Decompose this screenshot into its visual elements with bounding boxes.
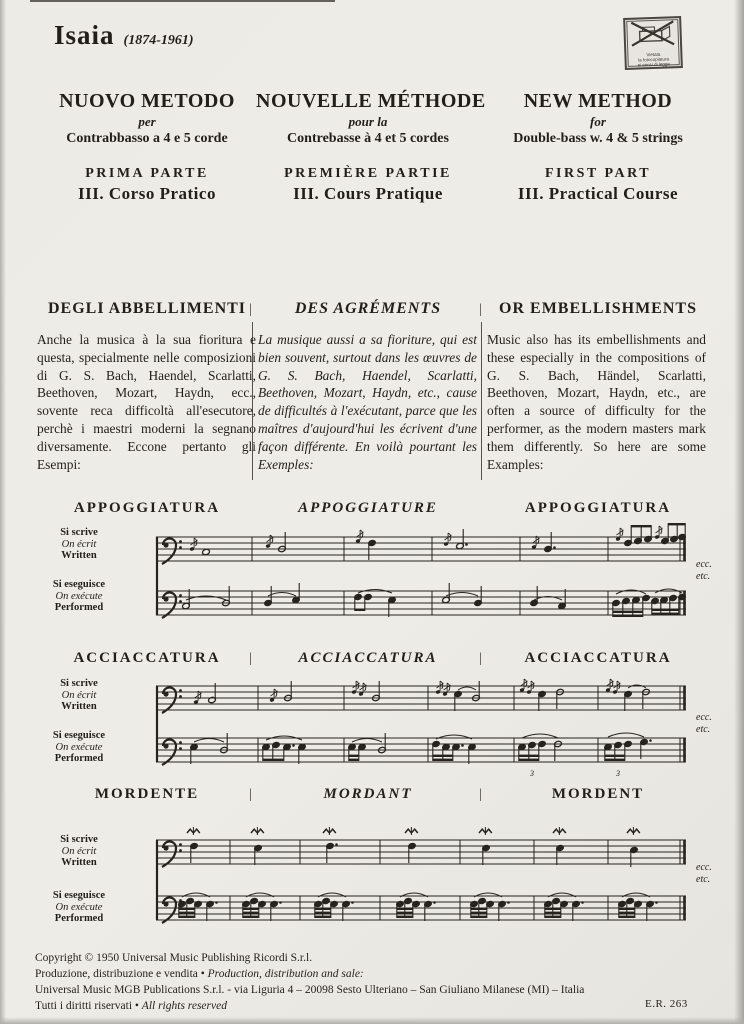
example3-title-en: MORDENT [551, 786, 645, 802]
method-title-fr: NOUVELLE MÉTHODE [256, 90, 486, 112]
example2-title-fr: ACCIACCATURA [298, 650, 438, 666]
etc-marker [696, 559, 712, 583]
staff-notation-mordente [130, 816, 690, 948]
no-photocopy-stamp-inner [626, 19, 680, 67]
example3-title-it: MORDENTE [94, 786, 200, 802]
method-course-en: III. Practical Course [517, 184, 679, 203]
stamp-text-line1: Vietata [646, 51, 661, 58]
section-title-en: OR EMBELLISHMENTS [499, 300, 697, 317]
stamp-text-line2: la fotocopiatura [638, 56, 670, 63]
method-title-en: NEW METHOD [523, 90, 673, 112]
scan-edge-bottom [0, 1017, 744, 1024]
music-system-mordente [30, 816, 722, 948]
method-part-it: PRIMA PARTE [85, 166, 209, 181]
performed-label [30, 730, 128, 765]
written-label-fr: On écrit [61, 689, 97, 701]
method-instrument-it: Contrabbasso a 4 e 5 corde [66, 131, 228, 146]
written-label-en: Written [61, 701, 97, 712]
performed-label-fr: On exécute [55, 590, 103, 602]
composer-title [54, 20, 194, 51]
column-rule [481, 322, 482, 480]
column-separator: | [249, 302, 252, 317]
method-course-fr: III. Cours Pratique [293, 184, 443, 203]
example2-title-en: ACCIACCATURA [524, 650, 672, 666]
etc-it: ecc. [696, 559, 712, 570]
section-title-fr: DES AGRÉMENTS [294, 300, 442, 317]
etc-it: ecc. [696, 862, 712, 873]
svg-text:3: 3 [616, 769, 620, 778]
written-label [30, 527, 128, 562]
method-subtitle-it: per [138, 114, 156, 129]
method-instrument-en: Double-bass w. 4 & 5 strings [513, 131, 683, 146]
plate-number: E.R. 263 [645, 998, 688, 1010]
performed-label-fr: On exécute [55, 901, 103, 913]
column-separator: | [249, 787, 252, 802]
no-photocopy-stamp [623, 16, 683, 70]
composer-name: Isaia [54, 20, 115, 50]
performed-label-en: Performed [54, 753, 104, 764]
written-label-en: Written [61, 857, 97, 868]
rights-line [35, 1000, 227, 1012]
example2-title-it: ACCIACCATURA [73, 650, 221, 666]
written-label-en: Written [61, 550, 97, 561]
staff-notation-appoggiatura [130, 521, 690, 643]
column-separator: | [479, 651, 482, 666]
staff-notation-acciaccatura [130, 676, 690, 782]
method-subtitle-en: for [590, 114, 606, 129]
method-course-it: III. Corso Pratico [78, 184, 216, 203]
written-label [30, 834, 128, 869]
method-part-fr: PREMIÈRE PARTIE [284, 166, 452, 181]
crossed-photocopier-icon [627, 20, 678, 48]
method-title-it: NUOVO METODO [59, 90, 235, 112]
copyright-line: Copyright © 1950 Universal Music Publishing Ricordi S.r.l. [35, 952, 313, 964]
etc-en: etc. [696, 724, 711, 735]
example1-title-fr: APPOGGIATURE [298, 500, 438, 516]
production-line [35, 968, 364, 980]
method-header-french [256, 90, 486, 204]
etc-marker [696, 862, 712, 886]
written-label-fr: On écrit [61, 845, 97, 857]
svg-text:3: 3 [530, 769, 534, 778]
etc-en: etc. [696, 874, 711, 885]
written-label [30, 678, 128, 713]
section-title-it: DEGLI ABBELLIMENTI [47, 300, 247, 317]
etc-marker [696, 712, 712, 736]
production-line-roman: Produzione, distribuzione e vendita • [35, 968, 208, 980]
scan-edge-right [734, 0, 744, 1024]
rights-line-roman: Tutti i diritti riservati • [35, 1000, 142, 1012]
written-label-it: Si scrive [60, 834, 98, 845]
method-header-english [486, 90, 710, 204]
example1-title-it: APPOGGIATURA [73, 500, 221, 516]
performed-label-it: Si eseguisce [52, 579, 106, 590]
etc-en: etc. [696, 571, 711, 582]
method-instrument-fr: Contrebasse à 4 et 5 cordes [287, 131, 449, 146]
composer-dates: (1874-1961) [123, 33, 194, 48]
written-label-it: Si scrive [60, 527, 98, 538]
music-system-appoggiatura [30, 521, 722, 643]
performed-label [30, 579, 128, 614]
column-separator: | [249, 651, 252, 666]
method-subtitle-fr: pour la [348, 114, 388, 129]
paragraph-english: Music also has its embellishments and these especially in the compositions of G. S. Bach, Händel, Scarlatti, Beethoven, Mozart, Haydn, etc., are often a source of difficulty for the performer, as the modern masters mark them differently. So here are some Examples: [487, 332, 706, 472]
column-separator: | [479, 787, 482, 802]
example3-title-fr: MORDANT [323, 786, 413, 802]
performed-label-en: Performed [54, 913, 104, 924]
column-separator: | [479, 302, 482, 317]
performed-label-fr: On exécute [55, 741, 103, 753]
publisher-address-line: Universal Music MGB Publications S.r.l. - via Liguria 4 – 20098 Sesto Ulteriano – San Giuliano Milanese (MI) – Italia [35, 984, 585, 996]
performed-label [30, 890, 128, 925]
performed-label-it: Si eseguisce [52, 730, 106, 741]
music-system-acciaccatura [30, 676, 722, 782]
stamp-text-line3: ai sensi di legge [637, 61, 670, 68]
written-label-it: Si scrive [60, 678, 98, 689]
example1-title-en: APPOGGIATURA [524, 500, 672, 516]
paragraph-french: La musique aussi a sa fioriture, qui est bien souvent, surtout dans les œuvres de G. S. Bach, Haendel, Scarlatti, Beethoven, Mozart, Haydn, etc., cause de difficultés à l'exécutant, parce que les maîtres d'aujourd'hui les écrivent d'une façon différente. En voilà pourtant les Exemples: [258, 332, 477, 472]
scan-edge-left [0, 0, 6, 1024]
performed-label-en: Performed [54, 602, 104, 613]
scan-edge-top [30, 0, 335, 2]
paragraph-italian: Anche la musica à la sua fioritura e questa, specialmente nelle composizioni di G. S. Bach, Haendel, Scarlatti, Beethoven, Mozart, Haydn, ecc., sovente reca difficoltà all'esecutore, perchè i maestri moderni la segnano diversamente. Eccone pertanto gli Esempi: [37, 332, 256, 472]
performed-label-it: Si eseguisce [52, 890, 106, 901]
etc-it: ecc. [696, 712, 712, 723]
written-label-fr: On écrit [61, 538, 97, 550]
rights-line-italic: All rights reserved [141, 1000, 227, 1012]
method-header-italian [35, 90, 259, 204]
production-line-italic: Production, distribution and sale: [207, 968, 364, 980]
method-part-en: FIRST PART [544, 166, 652, 181]
